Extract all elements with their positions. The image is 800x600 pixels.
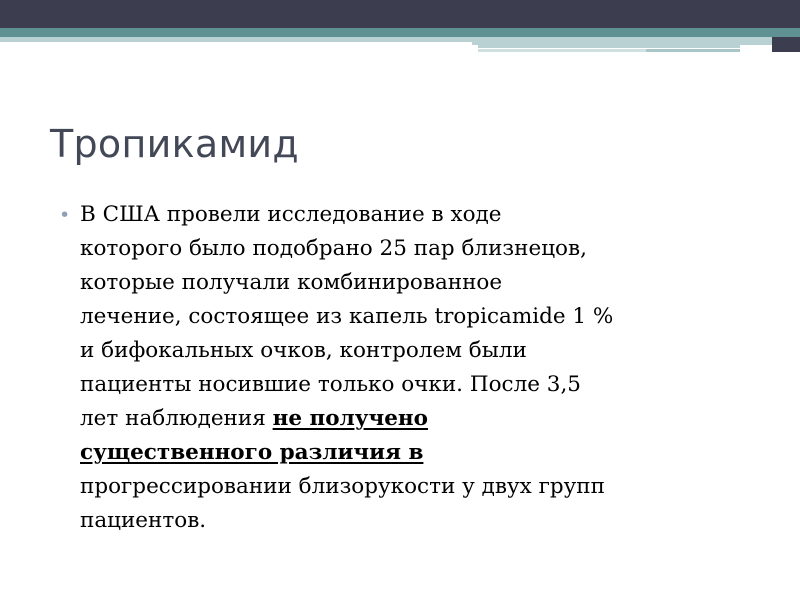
text-line: которого было подобрано 25 пар близнецов, (80, 236, 587, 261)
text-line: которые получали комбинированное (80, 270, 503, 295)
header-bar-light-right (472, 37, 772, 45)
emphasized-text: не получено (272, 406, 429, 431)
text-line: и бифокальных очков, контролем были (80, 338, 527, 363)
emphasized-text: существенного различия в (80, 440, 424, 465)
bullet-marker-icon: • (59, 204, 71, 226)
text-line-prefix: лет наблюдения (80, 406, 273, 431)
header-stripe-2 (478, 49, 646, 52)
header-stripe-1 (478, 45, 740, 48)
text-line: лечение, состоящее из капель tropicamide 1 % (80, 304, 614, 329)
text-line: пациентов. (80, 508, 207, 533)
slide-title: Тропикамид (50, 122, 299, 166)
text-line: прогрессировании близорукости у двух групп (80, 474, 605, 499)
header-corner-block (772, 0, 800, 52)
header-bar-teal (0, 28, 800, 37)
header-bar-light-left (0, 37, 472, 42)
text-line (80, 402, 768, 436)
text-line (80, 436, 768, 470)
bullet-item (58, 198, 768, 538)
text-line: пациенты носившие только очки. После 3,5 (80, 372, 581, 397)
header-bar-dark (0, 0, 800, 28)
slide-content (58, 198, 768, 538)
header-stripe-3 (646, 49, 740, 52)
text-line: В США провели исследование в ходе (80, 202, 502, 227)
